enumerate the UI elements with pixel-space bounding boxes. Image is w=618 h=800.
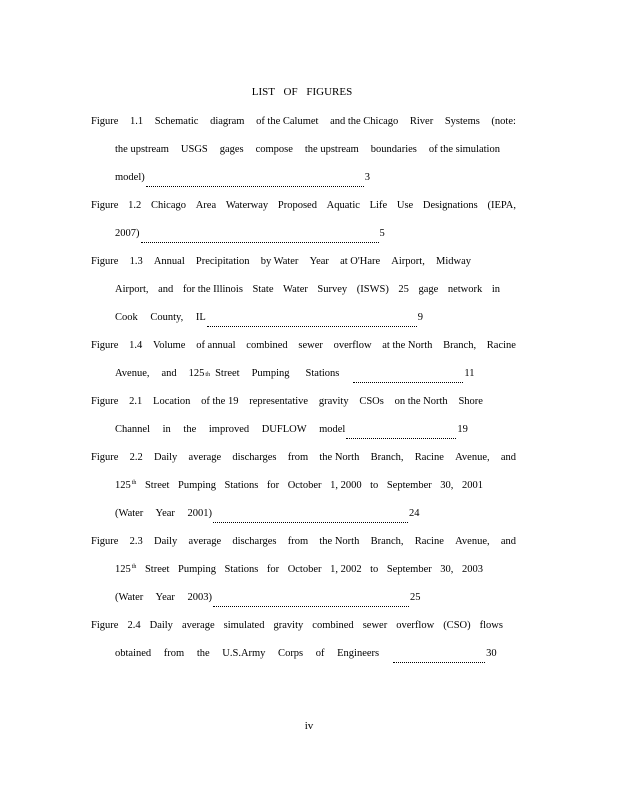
entry-page-number: 3	[364, 172, 370, 183]
entry-word: for	[266, 564, 280, 575]
entry-word: combined	[246, 340, 288, 351]
figure-entry-1-1	[91, 112, 516, 196]
page-number-footer: iv	[304, 720, 314, 732]
entry-word: overflow	[333, 340, 372, 351]
entry-word: gage	[418, 284, 439, 295]
entry-word: Midway	[435, 256, 471, 267]
entry-word: 1.2	[128, 200, 142, 211]
entry-word: Use	[396, 200, 414, 211]
entry-caption-end: model)	[115, 172, 145, 183]
entry-word: Figure	[91, 396, 119, 407]
entry-word: and the Chicago	[330, 116, 399, 127]
entry-word: boundaries	[370, 144, 417, 155]
entry-word: Volume	[152, 340, 186, 351]
entry-word: average	[188, 452, 222, 463]
entry-word: (ISWS)	[356, 284, 389, 295]
entry-word: Figure	[91, 536, 119, 547]
entry-word: discharges	[232, 452, 277, 463]
entry-word: River	[409, 116, 434, 127]
entry-word: to	[370, 564, 379, 575]
entry-word: (note:	[491, 116, 516, 127]
entry-word: 1.3	[129, 256, 143, 267]
entry-word: from	[287, 536, 309, 547]
entry-word: Area	[195, 200, 217, 211]
entry-word: and	[158, 284, 174, 295]
entry-word	[115, 476, 136, 496]
entry-page-number: 5	[379, 228, 385, 239]
entry-word: gravity	[318, 396, 349, 407]
entry-page-number: 24	[409, 508, 420, 519]
figure-list	[91, 112, 516, 672]
entry-word: October	[287, 480, 322, 491]
figure-entry-2-4	[91, 616, 516, 672]
entry-word: Stations	[224, 480, 259, 491]
entry-word: Racine	[486, 340, 516, 351]
entry-word: Daily	[153, 536, 178, 547]
entry-word: Location	[153, 396, 191, 407]
entry-line	[91, 448, 516, 476]
figure-entry-1-3	[91, 252, 516, 336]
entry-caption-end: (Water Year 2003)	[115, 592, 213, 603]
entry-word: Pumping	[178, 480, 216, 491]
entry-word: Branch,	[370, 536, 404, 547]
entry-word: Life	[369, 200, 388, 211]
entry-word: Racine	[414, 536, 444, 547]
entry-word: Precipitation	[195, 256, 250, 267]
entry-word: for the Illinois	[182, 284, 243, 295]
entry-word: USGS	[180, 144, 208, 155]
entry-caption-end: 2007)	[115, 228, 140, 239]
entry-word: 1.4	[129, 340, 143, 351]
entry-word: Survey	[317, 284, 348, 295]
entry-line: Avenue, and 125 th Street Pumping Stations 11	[91, 364, 516, 392]
entry-word: of annual	[196, 340, 236, 351]
entry-line	[91, 168, 516, 196]
entry-word: 125	[188, 368, 205, 379]
entry-word: Figure	[91, 200, 119, 211]
entry-page-number: 25	[410, 592, 421, 603]
entry-line	[91, 112, 516, 140]
entry-word: flows	[479, 620, 503, 631]
figure-entry-2-2	[91, 448, 516, 532]
entry-line	[91, 140, 500, 168]
entry-word: 1.1	[130, 116, 144, 127]
entry-word: Annual	[153, 256, 185, 267]
entry-word: and	[161, 368, 177, 379]
entry-page-number: 11	[464, 368, 475, 379]
entry-word: Systems	[444, 116, 480, 127]
entry-word: 1, 2000	[330, 480, 362, 491]
entry-word: from	[287, 452, 309, 463]
entry-page-number: 19	[457, 424, 468, 435]
entry-word: Avenue,	[115, 368, 150, 379]
entry-word: 2.3	[129, 536, 143, 547]
figure-entry-2-3	[91, 532, 516, 616]
entry-word: average	[181, 620, 215, 631]
dot-leader	[146, 186, 364, 187]
entry-word: Figure	[91, 452, 119, 463]
dot-leader	[393, 662, 485, 663]
entry-word: Proposed	[277, 200, 317, 211]
entry-line	[91, 420, 516, 448]
entry-word: the upstream	[115, 144, 169, 155]
entry-number: 125	[115, 564, 131, 575]
entry-word: Racine	[414, 452, 444, 463]
entry-word: Avenue,	[455, 536, 490, 547]
entry-word: discharges	[232, 536, 277, 547]
entry-word: State	[252, 284, 274, 295]
entry-line	[91, 532, 516, 560]
entry-word: compose	[255, 144, 293, 155]
entry-word: Street	[215, 368, 240, 379]
entry-word: September	[386, 564, 432, 575]
entry-word: Water	[283, 284, 308, 295]
figure-entry-2-1	[91, 392, 516, 448]
entry-word: Street	[144, 480, 170, 491]
entry-word: Daily	[153, 452, 178, 463]
entry-word: at the North	[382, 340, 433, 351]
entry-page-number: 9	[417, 312, 424, 323]
entry-word: 30,	[440, 480, 454, 491]
entry-word: Avenue,	[455, 452, 490, 463]
dot-leader	[213, 606, 409, 607]
entry-number: 125	[115, 480, 131, 491]
entry-word: Figure	[91, 340, 119, 351]
entry-word: (CSO)	[443, 620, 471, 631]
entry-word: CSOs	[359, 396, 384, 407]
entry-page-number: 30	[486, 648, 497, 659]
entry-line	[91, 196, 516, 224]
ordinal-suffix: th	[131, 479, 137, 486]
entry-word: of the Calumet	[256, 116, 319, 127]
entry-word: by Water	[260, 256, 299, 267]
entry-word: Airport,	[115, 284, 149, 295]
entry-line	[91, 504, 516, 532]
entry-word: Aquatic	[326, 200, 360, 211]
dot-leader	[207, 326, 417, 327]
entry-word: combined	[312, 620, 354, 631]
entry-line	[91, 616, 503, 644]
entry-word: at O'Hare	[340, 256, 381, 267]
entry-word: the North	[319, 452, 360, 463]
entry-word: gages	[219, 144, 244, 155]
entry-caption-end: Channel in the improved DUFLOW model	[115, 424, 346, 435]
entry-word: average	[188, 536, 222, 547]
entry-word: Schematic	[154, 116, 199, 127]
entry-word: of the 19	[201, 396, 239, 407]
entry-word: 2.2	[129, 452, 143, 463]
entry-word: Airport,	[391, 256, 425, 267]
dot-leader	[213, 522, 408, 523]
entry-word: Stations	[305, 368, 340, 379]
entry-word: on the North	[394, 396, 448, 407]
entry-word: 2.4	[127, 620, 141, 631]
entry-line	[91, 224, 516, 252]
entry-word: simulated	[223, 620, 265, 631]
entry-word: 2003	[461, 564, 483, 575]
entry-word: 1, 2002	[330, 564, 362, 575]
entry-caption-end: obtained from the U.S.Army Corps of Engineers	[115, 648, 380, 659]
entry-word: network	[447, 284, 483, 295]
entry-line	[91, 644, 516, 672]
page-title: LIST OF FIGURES	[251, 86, 353, 98]
entry-line	[91, 252, 471, 280]
entry-word: gravity	[273, 620, 304, 631]
entry-word: of the simulation	[428, 144, 500, 155]
entry-word: Figure	[91, 116, 119, 127]
entry-line	[91, 560, 483, 588]
entry-word: to	[370, 480, 379, 491]
dot-leader	[141, 242, 379, 243]
entry-word: Chicago	[150, 200, 186, 211]
entry-word: Street	[144, 564, 170, 575]
entry-word: diagram	[210, 116, 245, 127]
entry-word: and	[500, 452, 516, 463]
entry-word: Figure	[91, 256, 119, 267]
ordinal-suffix: th	[131, 563, 137, 570]
entry-caption-end: Cook County, IL	[115, 312, 206, 323]
entry-word: sewer	[362, 620, 388, 631]
entry-line	[91, 588, 516, 616]
entry-word: Branch,	[443, 340, 477, 351]
entry-word: the North	[319, 536, 360, 547]
entry-word: Figure	[91, 620, 119, 631]
figure-entry-1-4	[91, 336, 516, 392]
entry-word: for	[266, 480, 280, 491]
entry-word: in	[491, 284, 500, 295]
entry-word: and	[500, 536, 516, 547]
entry-caption-end: (Water Year 2001)	[115, 508, 213, 519]
entry-word: 25	[398, 284, 409, 295]
dot-leader	[346, 438, 456, 439]
entry-word: September	[386, 480, 432, 491]
entry-word: representative	[249, 396, 309, 407]
entry-word	[115, 560, 136, 580]
entry-word: Designations	[422, 200, 478, 211]
entry-word: Daily	[149, 620, 173, 631]
entry-line	[91, 476, 483, 504]
entry-word: October	[287, 564, 322, 575]
entry-word: 2001	[461, 480, 483, 491]
dot-leader	[353, 382, 463, 383]
entry-word: overflow	[396, 620, 435, 631]
figure-entry-1-2	[91, 196, 516, 252]
entry-word: Branch,	[370, 452, 404, 463]
entry-word: (IEPA,	[487, 200, 516, 211]
entry-line	[91, 392, 483, 420]
entry-word: sewer	[298, 340, 323, 351]
entry-line	[91, 336, 516, 364]
entry-word: Stations	[224, 564, 259, 575]
entry-word: Pumping	[178, 564, 216, 575]
entry-word: 2.1	[129, 396, 143, 407]
entry-word: 30,	[440, 564, 454, 575]
entry-word: Shore	[458, 396, 483, 407]
entry-line	[91, 308, 516, 336]
entry-line	[91, 280, 500, 308]
entry-word: Waterway	[225, 200, 269, 211]
entry-word: Pumping	[251, 368, 290, 379]
entry-word: Year	[309, 256, 329, 267]
entry-word: the upstream	[304, 144, 359, 155]
